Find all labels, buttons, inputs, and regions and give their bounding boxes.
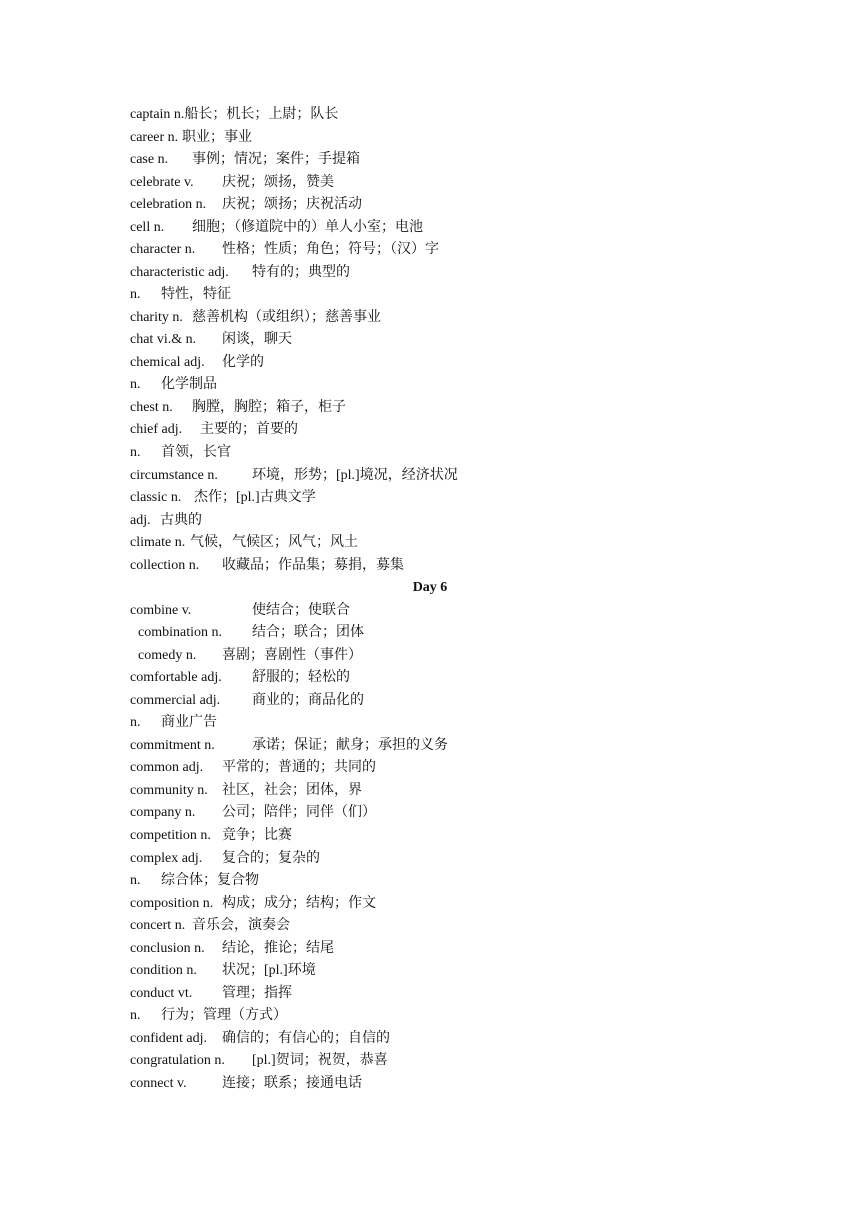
entry-line <box>130 961 316 981</box>
headword: conclusion n. <box>130 941 205 956</box>
headword: classic n. <box>130 490 182 505</box>
headword: complex adj. <box>130 851 203 866</box>
entry-line <box>130 195 362 215</box>
entry-line <box>130 105 338 125</box>
definition: 综合体；复合物 <box>161 873 259 888</box>
entry-line <box>130 150 360 170</box>
entry-line <box>130 420 298 440</box>
headword: commitment n. <box>130 738 215 753</box>
definition: 职业；事业 <box>182 130 252 145</box>
definition: 细胞；（修道院中的）单人小室；电池 <box>192 220 423 235</box>
entry-line <box>138 646 362 666</box>
definition: 音乐会，演奏会 <box>192 918 290 933</box>
entry-line <box>130 849 320 869</box>
definition: 胸膛，胸腔；箱子，柜子 <box>192 400 346 415</box>
headword: celebration n. <box>130 197 207 212</box>
headword: chest n. <box>130 400 173 415</box>
headword: circumstance n. <box>130 468 218 483</box>
day-heading: Day 6 <box>412 580 448 595</box>
headword: composition n. <box>130 896 214 911</box>
headword: career n. <box>130 130 179 145</box>
headword: chemical adj. <box>130 355 205 370</box>
headword: confident adj. <box>130 1031 207 1046</box>
definition: 承诺；保证；献身；承担的义务 <box>252 738 448 753</box>
definition: 公司；陪伴；同伴（们） <box>222 805 376 820</box>
entry-line <box>130 916 290 936</box>
headword: community n. <box>130 783 208 798</box>
entry-line <box>130 488 316 508</box>
headword: celebrate v. <box>130 175 194 190</box>
headword: n. <box>130 1008 141 1023</box>
headword: comedy n. <box>138 648 197 663</box>
headword: n. <box>130 715 141 730</box>
definition: 结合；联合；团体 <box>252 625 364 640</box>
definition: 化学的 <box>222 355 264 370</box>
headword: characteristic adj. <box>130 265 229 280</box>
definition: 行为；管理（方式） <box>161 1008 287 1023</box>
entry-line <box>130 826 292 846</box>
entry-line <box>130 668 350 688</box>
headword: common adj. <box>130 760 204 775</box>
headword: collection n. <box>130 558 200 573</box>
headword: congratulation n. <box>130 1053 225 1068</box>
entry-line <box>130 218 423 238</box>
entry-line <box>130 308 381 328</box>
entry-line <box>130 871 259 891</box>
definition: 闲谈，聊天 <box>222 332 292 347</box>
headword: captain n. <box>130 107 185 122</box>
definition: 社区，社会；团体，界 <box>222 783 362 798</box>
definition: 连接；联系；接通电话 <box>222 1076 362 1091</box>
headword: charity n. <box>130 310 183 325</box>
definition: 事例；情况；案件；手提箱 <box>192 152 360 167</box>
definition: 气候，气候区；风气；风土 <box>190 535 358 550</box>
definition: 状况；[pl.]环境 <box>222 963 316 978</box>
entry-line <box>130 713 217 733</box>
definition: 特有的；典型的 <box>252 265 350 280</box>
entry-line <box>130 736 448 756</box>
definition: 性格；性质；角色；符号；（汉）字 <box>222 242 439 257</box>
headword: chief adj. <box>130 422 183 437</box>
definition: 确信的；有信心的；自信的 <box>222 1031 390 1046</box>
headword: climate n. <box>130 535 186 550</box>
definition: 主要的；首要的 <box>200 422 298 437</box>
entry-line <box>130 1074 362 1094</box>
headword: n. <box>130 445 141 460</box>
headword: conduct vt. <box>130 986 193 1001</box>
definition: 平常的；普通的；共同的 <box>222 760 376 775</box>
definition: 复合的；复杂的 <box>222 851 320 866</box>
entry-line <box>130 330 292 350</box>
entry-line <box>130 781 362 801</box>
definition: 收藏品；作品集；募捐，募集 <box>222 558 404 573</box>
definition: 使结合；使联合 <box>252 603 350 618</box>
headword: competition n. <box>130 828 211 843</box>
definition: 庆祝；颂扬，赞美 <box>222 175 334 190</box>
definition: 首领，长官 <box>161 445 231 460</box>
headword: n. <box>130 873 141 888</box>
definition: 舒服的；轻松的 <box>252 670 350 685</box>
entry-line <box>130 263 350 283</box>
headword: chat vi.& n. <box>130 332 197 347</box>
headword: cell n. <box>130 220 165 235</box>
headword: comfortable adj. <box>130 670 222 685</box>
entry-line <box>130 1051 388 1071</box>
entry-line <box>130 173 334 193</box>
definition: 化学制品 <box>161 377 217 392</box>
definition: 喜剧；喜剧性（事件） <box>222 648 362 663</box>
headword: combine v. <box>130 603 192 618</box>
entry-line <box>130 240 439 260</box>
headword: n. <box>130 287 141 302</box>
definition: 古典的 <box>160 513 202 528</box>
entry-line <box>130 285 231 305</box>
definition: 构成；成分；结构；作文 <box>222 896 376 911</box>
headword: condition n. <box>130 963 197 978</box>
entry-line <box>130 939 334 959</box>
headword: n. <box>130 377 141 392</box>
entry-line <box>130 601 350 621</box>
headword: connect v. <box>130 1076 187 1091</box>
definition: 商业的；商品化的 <box>252 693 364 708</box>
definition: 船长；机长；上尉；队长 <box>184 107 339 122</box>
entry-line <box>130 556 404 576</box>
entry-line <box>130 691 364 711</box>
entry-line <box>130 511 202 531</box>
definition: 结论，推论；结尾 <box>222 941 334 956</box>
entry-line <box>130 533 358 553</box>
headword: company n. <box>130 805 196 820</box>
entry-line <box>130 1006 287 1026</box>
headword: case n. <box>130 152 169 167</box>
headword: concert n. <box>130 918 186 933</box>
definition: 慈善机构（或组织）；慈善事业 <box>192 310 381 325</box>
entry-line <box>130 984 292 1004</box>
entry-line <box>130 894 376 914</box>
entry-line <box>130 128 252 148</box>
headword: commercial adj. <box>130 693 221 708</box>
headword: character n. <box>130 242 196 257</box>
entry-line <box>130 375 217 395</box>
definition: 管理；指挥 <box>222 986 292 1001</box>
entry-line <box>130 443 231 463</box>
definition: [pl.]贺词；祝贺，恭喜 <box>252 1053 388 1068</box>
entry-line <box>130 1029 390 1049</box>
entry-line <box>130 803 376 823</box>
entry-line <box>130 398 346 418</box>
definition: 杰作；[pl.]古典文学 <box>194 490 316 505</box>
entry-line <box>130 466 458 486</box>
definition: 环境，形势；[pl.]境况，经济状况 <box>252 468 458 483</box>
entry-line <box>130 353 264 373</box>
headword: adj. <box>130 513 151 528</box>
definition: 商业广告 <box>161 715 217 730</box>
definition: 庆祝；颂扬；庆祝活动 <box>222 197 362 212</box>
definition: 特性，特征 <box>161 287 231 302</box>
entry-line <box>130 758 376 778</box>
entry-line <box>138 623 364 643</box>
definition: 竞争；比赛 <box>222 828 292 843</box>
headword: combination n. <box>138 625 222 640</box>
